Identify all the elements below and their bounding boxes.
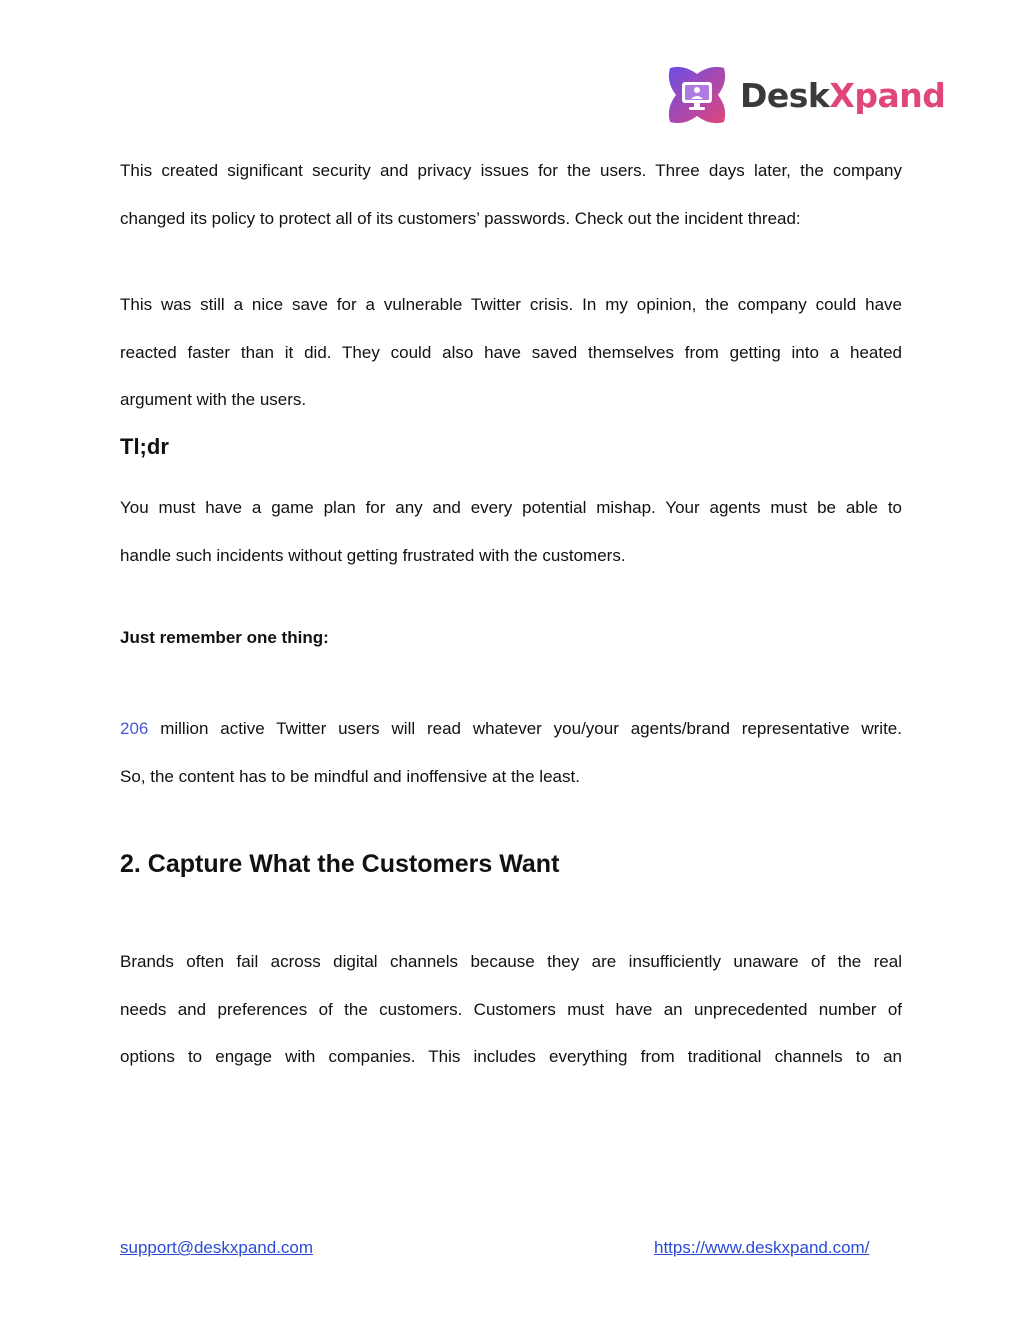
footer-website-link[interactable]: https://www.deskxpand.com/	[654, 1238, 870, 1257]
paragraph-line: reacted faster than it did. They could also have saved themselves from getting into a heated	[120, 342, 902, 362]
brand-wordmark-xpand: Xpand	[829, 75, 946, 115]
brand-wordmark	[740, 75, 946, 115]
tldr-heading: Tl;dr	[120, 434, 169, 459]
paragraph-nice-save	[120, 281, 902, 424]
section-heading: 2. Capture What the Customers Want	[120, 850, 560, 878]
paragraph-line: options to engage with companies. This includes everything from traditional channels to an	[120, 1047, 902, 1066]
brand-logo	[664, 60, 944, 130]
remember-line: Just remember one thing:	[120, 628, 329, 647]
footer-email-link[interactable]: support@deskxpand.com	[120, 1238, 314, 1257]
paragraph-line: This created significant security and privacy issues for the users. Three days later, the company	[120, 161, 902, 180]
monitor-person-icon	[664, 62, 730, 128]
paragraph-line: Brands often fail across digital channels because they are insufficiently unaware of the real	[120, 952, 902, 971]
paragraph-line: You must have a game plan for any and every potential mishap. Your agents must be able to	[120, 498, 902, 517]
paragraph-line-rest: million active Twitter users will read whatever you/your agents/brand representative write.	[148, 719, 902, 738]
paragraph-security-issues	[120, 147, 902, 242]
paragraph-line	[120, 705, 902, 753]
brand-wordmark-desk: Desk	[740, 75, 830, 115]
paragraph-line: handle such incidents without getting frustrated with the customers.	[120, 545, 626, 565]
paragraph-game-plan	[120, 484, 902, 579]
twitter-users-link[interactable]: 206	[120, 719, 149, 738]
paragraph-line: So, the content has to be mindful and inoffensive at the least.	[120, 766, 580, 786]
paragraph-twitter-users	[120, 705, 902, 800]
paragraph-line: needs and preferences of the customers. Customers must have an unprecedented number of	[120, 999, 902, 1019]
paragraph-line: changed its policy to protect all of its customers’ passwords. Check out the incident thread:	[120, 208, 801, 228]
paragraph-brands-fail	[120, 938, 902, 1081]
paragraph-line: argument with the users.	[120, 390, 307, 409]
paragraph-line: This was still a nice save for a vulnerable Twitter crisis. In my opinion, the company could have	[120, 295, 902, 314]
